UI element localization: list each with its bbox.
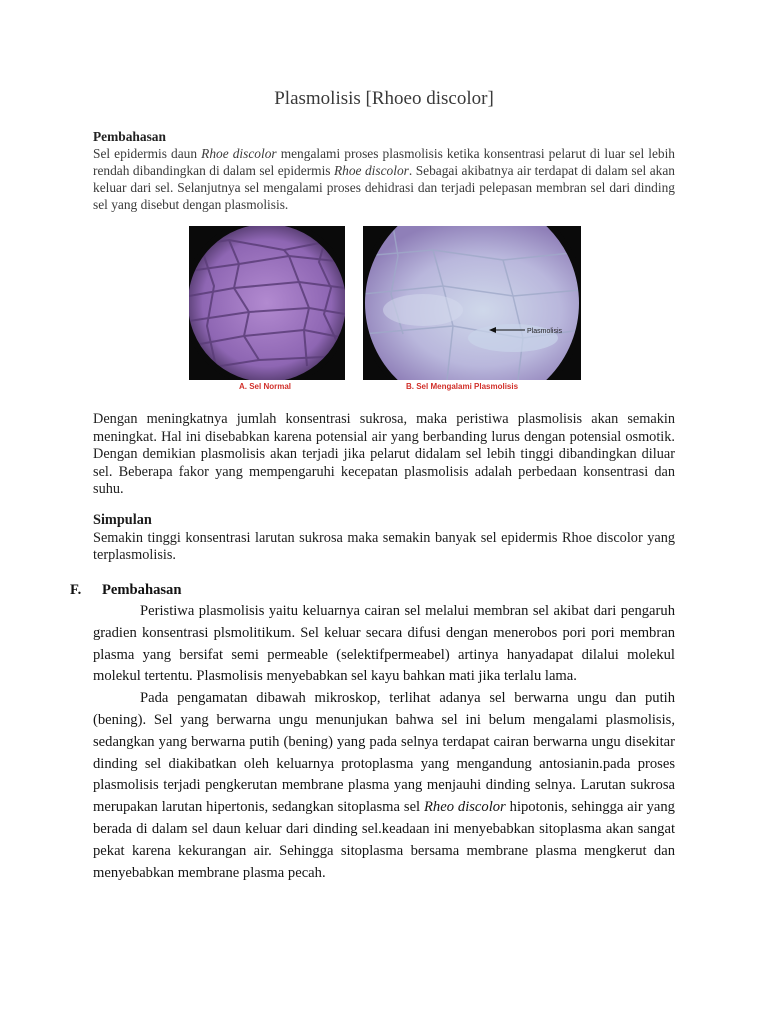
plasmolysis-arrow-label: Plasmolisis	[527, 328, 563, 335]
section-f-heading	[70, 582, 181, 599]
pembahasan-heading: Pembahasan	[93, 129, 166, 144]
paragraph-konsentrasi: Dengan meningkatnya jumlah konsentrasi sukrosa, maka peristiwa plasmolisis akan semakin meningkat. Hal ini disebabkan karena potensial air yang berbanding lurus dengan potensial osmotik. Dengan demikian plasmolisis akan terjadi jika pelarut didalam sel lebih tinggi dibandingkan diluar sel. Beberapa fakor yang mempengaruhi kecepatan plasmolisis adalah perbedaan konsentrasi dan suhu.	[93, 411, 675, 497]
plasmolysis-cell-image	[363, 226, 581, 380]
simpulan-heading: Simpulan	[93, 512, 152, 528]
section-f-paragraph-2: Pada pengamatan dibawah mikroskop, terlihat adanya sel berwarna ungu dan putih (bening). Sel yang berwarna ungu menunjukan bahwa sel ini belum mengalami plasmolisis, sedangkan yang berwarna putih (bening) yang pada selnya terdapat cairan berwarna ungu disekitar dinding sel diakibatkan oleh keluarnya protoplasma yang mengandung antosianin.pada proses plasmolisis terjadi pengkerutan membrane plasma yang menjauhi dinding selnya. Larutan sukrosa merupakan larutan hipertonis, sedangkan sitoplasma sel Rheo discolor hipotonis, sehingga air yang berada di dalam sel daun keluar dari dinding sel.keadaan ini menyebabkan sitoplasma akan sangat pekat karena kekurangan air. Sehingga sitoplasma bersama membrane plasma mengkerut dan menyebabkan membrane plasma pecah.	[93, 690, 675, 881]
simpulan-text: Semakin tinggi konsentrasi larutan sukrosa maka semakin banyak sel epidermis Rhoe discolor yang terplasmolisis.	[93, 529, 675, 563]
simpulan-block	[93, 512, 675, 565]
normal-cell-image	[189, 226, 345, 380]
section-number: F.	[70, 582, 82, 598]
section-f-body	[93, 601, 675, 884]
pembahasan-paragraph: Sel epidermis daun Rhoe discolor mengalami proses plasmolisis ketika konsentrasi pelarut di luar sel lebih rendah dibandingkan di dalam sel epidermis Rhoe discolor. Sebagai akibatnya air terdapat di dalam sel akan keluar dari sel. Selanjutnya sel mengalami proses dehidrasi dan terjadi pelepasan membran sel dari dinding sel yang disebut dengan plasmolisis.	[93, 146, 675, 212]
page-title: Plasmolisis [Rhoeo discolor]	[274, 88, 494, 109]
pembahasan-block	[93, 128, 675, 213]
section-f-paragraph-1: Peristiwa plasmolisis yaitu keluarnya cairan sel melalui membran sel akibat dari pengaruh gradien konsentrasi plsmolitikum. Sel keluar secara difusi dengan menerobos pori pori membran plasma yang bersifat semi permeable (selektifpermeabel) artinya hanyadapat dilalui molekul molekul tertentu. Plasmolisis menyebabkan sel kayu bahkan mati jika terlalu lama.	[93, 603, 675, 685]
microscope-figure	[189, 226, 581, 396]
caption-normal: A. Sel Normal	[239, 382, 292, 391]
section-title: Pembahasan	[102, 582, 182, 598]
caption-plasmolysis: B. Sel Mengalami Plasmolisis	[406, 382, 519, 391]
